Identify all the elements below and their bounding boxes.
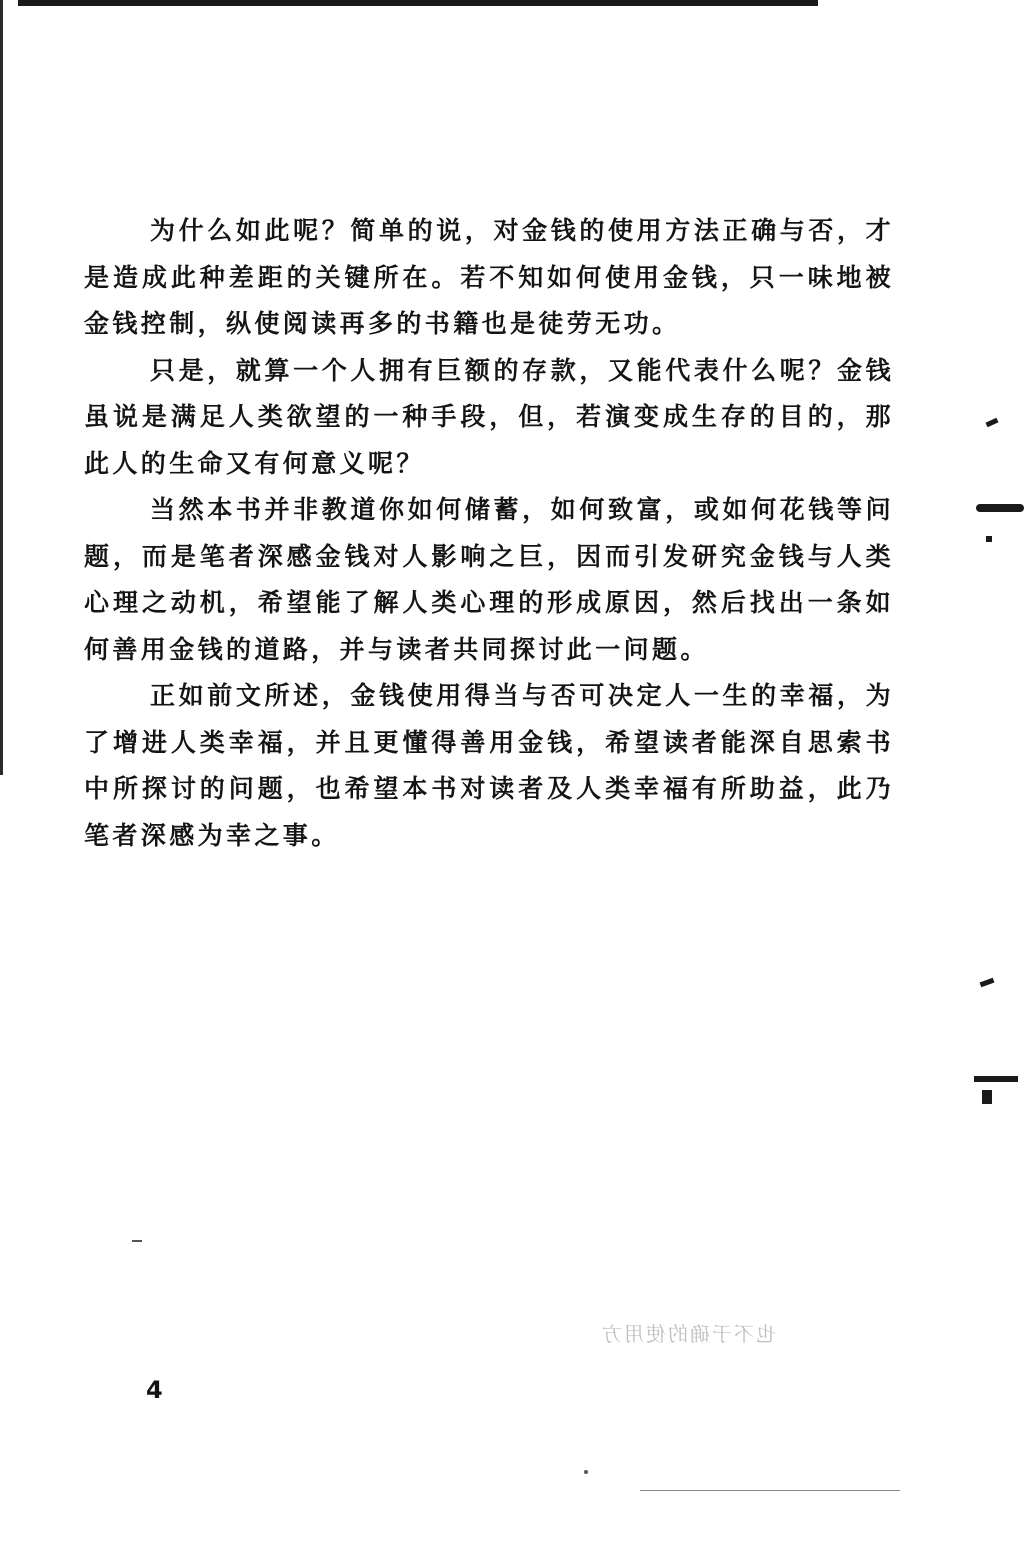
scan-speck-1	[132, 1240, 142, 1242]
scan-mark-1	[986, 418, 999, 428]
scan-mark-4	[980, 978, 995, 987]
scan-mark-5	[974, 1076, 1018, 1082]
body-text	[84, 208, 894, 859]
paragraph-3: 当然本书并非教道你如何储蓄，如何致富，或如何花钱等问题，而是笔者深感金钱对人影响之巨，因而引发研究金钱与人类心理之动机，希望能了解人类心理的形成原因，然后找出一条如何善用金钱的道路，并与读者共同探讨此一问题。	[84, 495, 894, 664]
scan-speck-2	[640, 1490, 900, 1491]
left-page-edge	[0, 0, 3, 775]
scan-mark-2	[976, 504, 1024, 512]
top-border-rule	[18, 0, 818, 6]
bleed-through-text: 也不于确的使用方	[600, 1322, 776, 1346]
scan-mark-3	[986, 536, 992, 542]
paragraph-1: 为什么如此呢？简单的说，对金钱的使用方法正确与否，才是造成此种差距的关键所在。若不知如何使用金钱，只一味地被金钱控制，纵使阅读再多的书籍也是徒劳无功。	[84, 216, 894, 338]
scan-mark-6	[982, 1090, 992, 1104]
scan-speck-3	[584, 1470, 588, 1474]
paragraph-2: 只是，就算一个人拥有巨额的存款，又能代表什么呢？金钱虽说是满足人类欲望的一种手段，但，若演变成生存的目的，那此人的生命又有何意义呢？	[84, 355, 894, 478]
paragraph-4: 正如前文所述，金钱使用得当与否可决定人一生的幸福，为了增进人类幸福，并且更懂得善用金钱，希望读者能深自思索书中所探讨的问题，也希望本书对读者及人类幸福有所助益，此乃笔者深感为幸之事。	[84, 681, 894, 850]
page-number: 4	[146, 1376, 163, 1404]
